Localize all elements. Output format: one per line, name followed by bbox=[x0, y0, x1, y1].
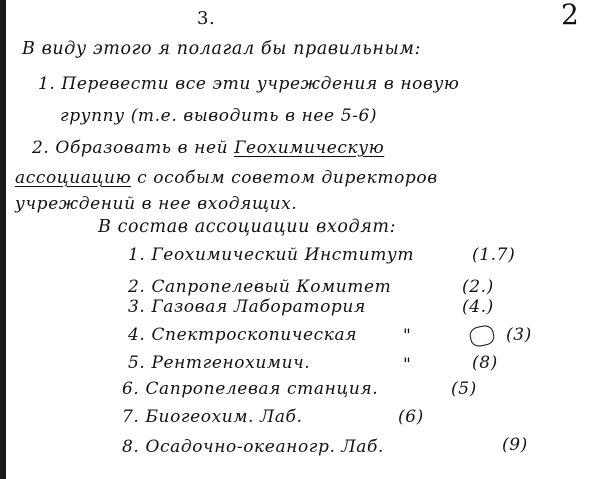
item-code: (9) bbox=[502, 435, 528, 455]
list-item bbox=[122, 406, 303, 428]
page-left-edge bbox=[0, 0, 6, 479]
crossed-out-mark bbox=[468, 324, 496, 349]
item-code: (6) bbox=[398, 407, 424, 427]
item-code: (4.) bbox=[462, 297, 494, 317]
item-code: (8) bbox=[472, 353, 498, 373]
page-number-center: 3. bbox=[197, 8, 216, 29]
item-number: 1. bbox=[128, 245, 146, 265]
point-2-line-2: ассоциацию с особым советом директоров bbox=[15, 168, 438, 188]
item-number: 3. bbox=[128, 297, 146, 317]
item-number: 4. bbox=[128, 325, 146, 345]
list-item bbox=[128, 324, 357, 346]
point-2-line-1: 2. Образовать в ней Геохимическую bbox=[32, 138, 385, 158]
composition-heading: В состав ассоциации входят: bbox=[98, 217, 397, 237]
point-1-line-2: группу (т.е. выводить в нее 5-6) bbox=[60, 106, 378, 126]
list-item bbox=[128, 296, 366, 318]
list-item bbox=[122, 436, 384, 458]
intro-line: В виду этого я полагал бы правильным: bbox=[22, 39, 421, 59]
item-code: (5) bbox=[451, 379, 477, 399]
item-number: 2. bbox=[128, 277, 146, 297]
item-text: Сапропелевая станция. bbox=[145, 379, 379, 399]
item-text: Газовая Лаборатория bbox=[151, 297, 366, 317]
underlined-geochem: Геохимическую bbox=[234, 138, 385, 158]
item-text: Осадочно-океаногр. Лаб. bbox=[145, 437, 384, 457]
item-code: (3) bbox=[506, 325, 532, 345]
item-text: Биогеохим. Лаб. bbox=[145, 407, 303, 427]
item-text: Сапропелевый Комитет bbox=[151, 277, 392, 297]
list-item bbox=[128, 276, 391, 298]
point-2-line-3: учреждений в нее входящих. bbox=[15, 194, 298, 214]
item-number: 5. bbox=[128, 353, 146, 373]
item-number: 6. bbox=[122, 379, 140, 399]
item-number: 7. bbox=[122, 407, 140, 427]
item-code: (2.) bbox=[462, 277, 494, 297]
item-text: Спектроскопическая bbox=[151, 325, 358, 345]
ditto-mark: " bbox=[403, 326, 412, 346]
list-item bbox=[122, 378, 378, 400]
point-1-line-1: 1. Перевести все эти учреждения в новую bbox=[38, 74, 460, 94]
page-number-corner: 2 bbox=[561, 0, 580, 31]
item-text: Рентгенохимич. bbox=[151, 353, 311, 373]
underlined-association: ассоциацию bbox=[15, 168, 132, 188]
item-text: Геохимический Институт bbox=[151, 245, 415, 265]
item-number: 8. bbox=[122, 437, 140, 457]
ditto-mark: " bbox=[403, 355, 412, 375]
list-item bbox=[128, 244, 414, 266]
list-item bbox=[128, 352, 310, 374]
item-code: (1.7) bbox=[472, 245, 516, 265]
